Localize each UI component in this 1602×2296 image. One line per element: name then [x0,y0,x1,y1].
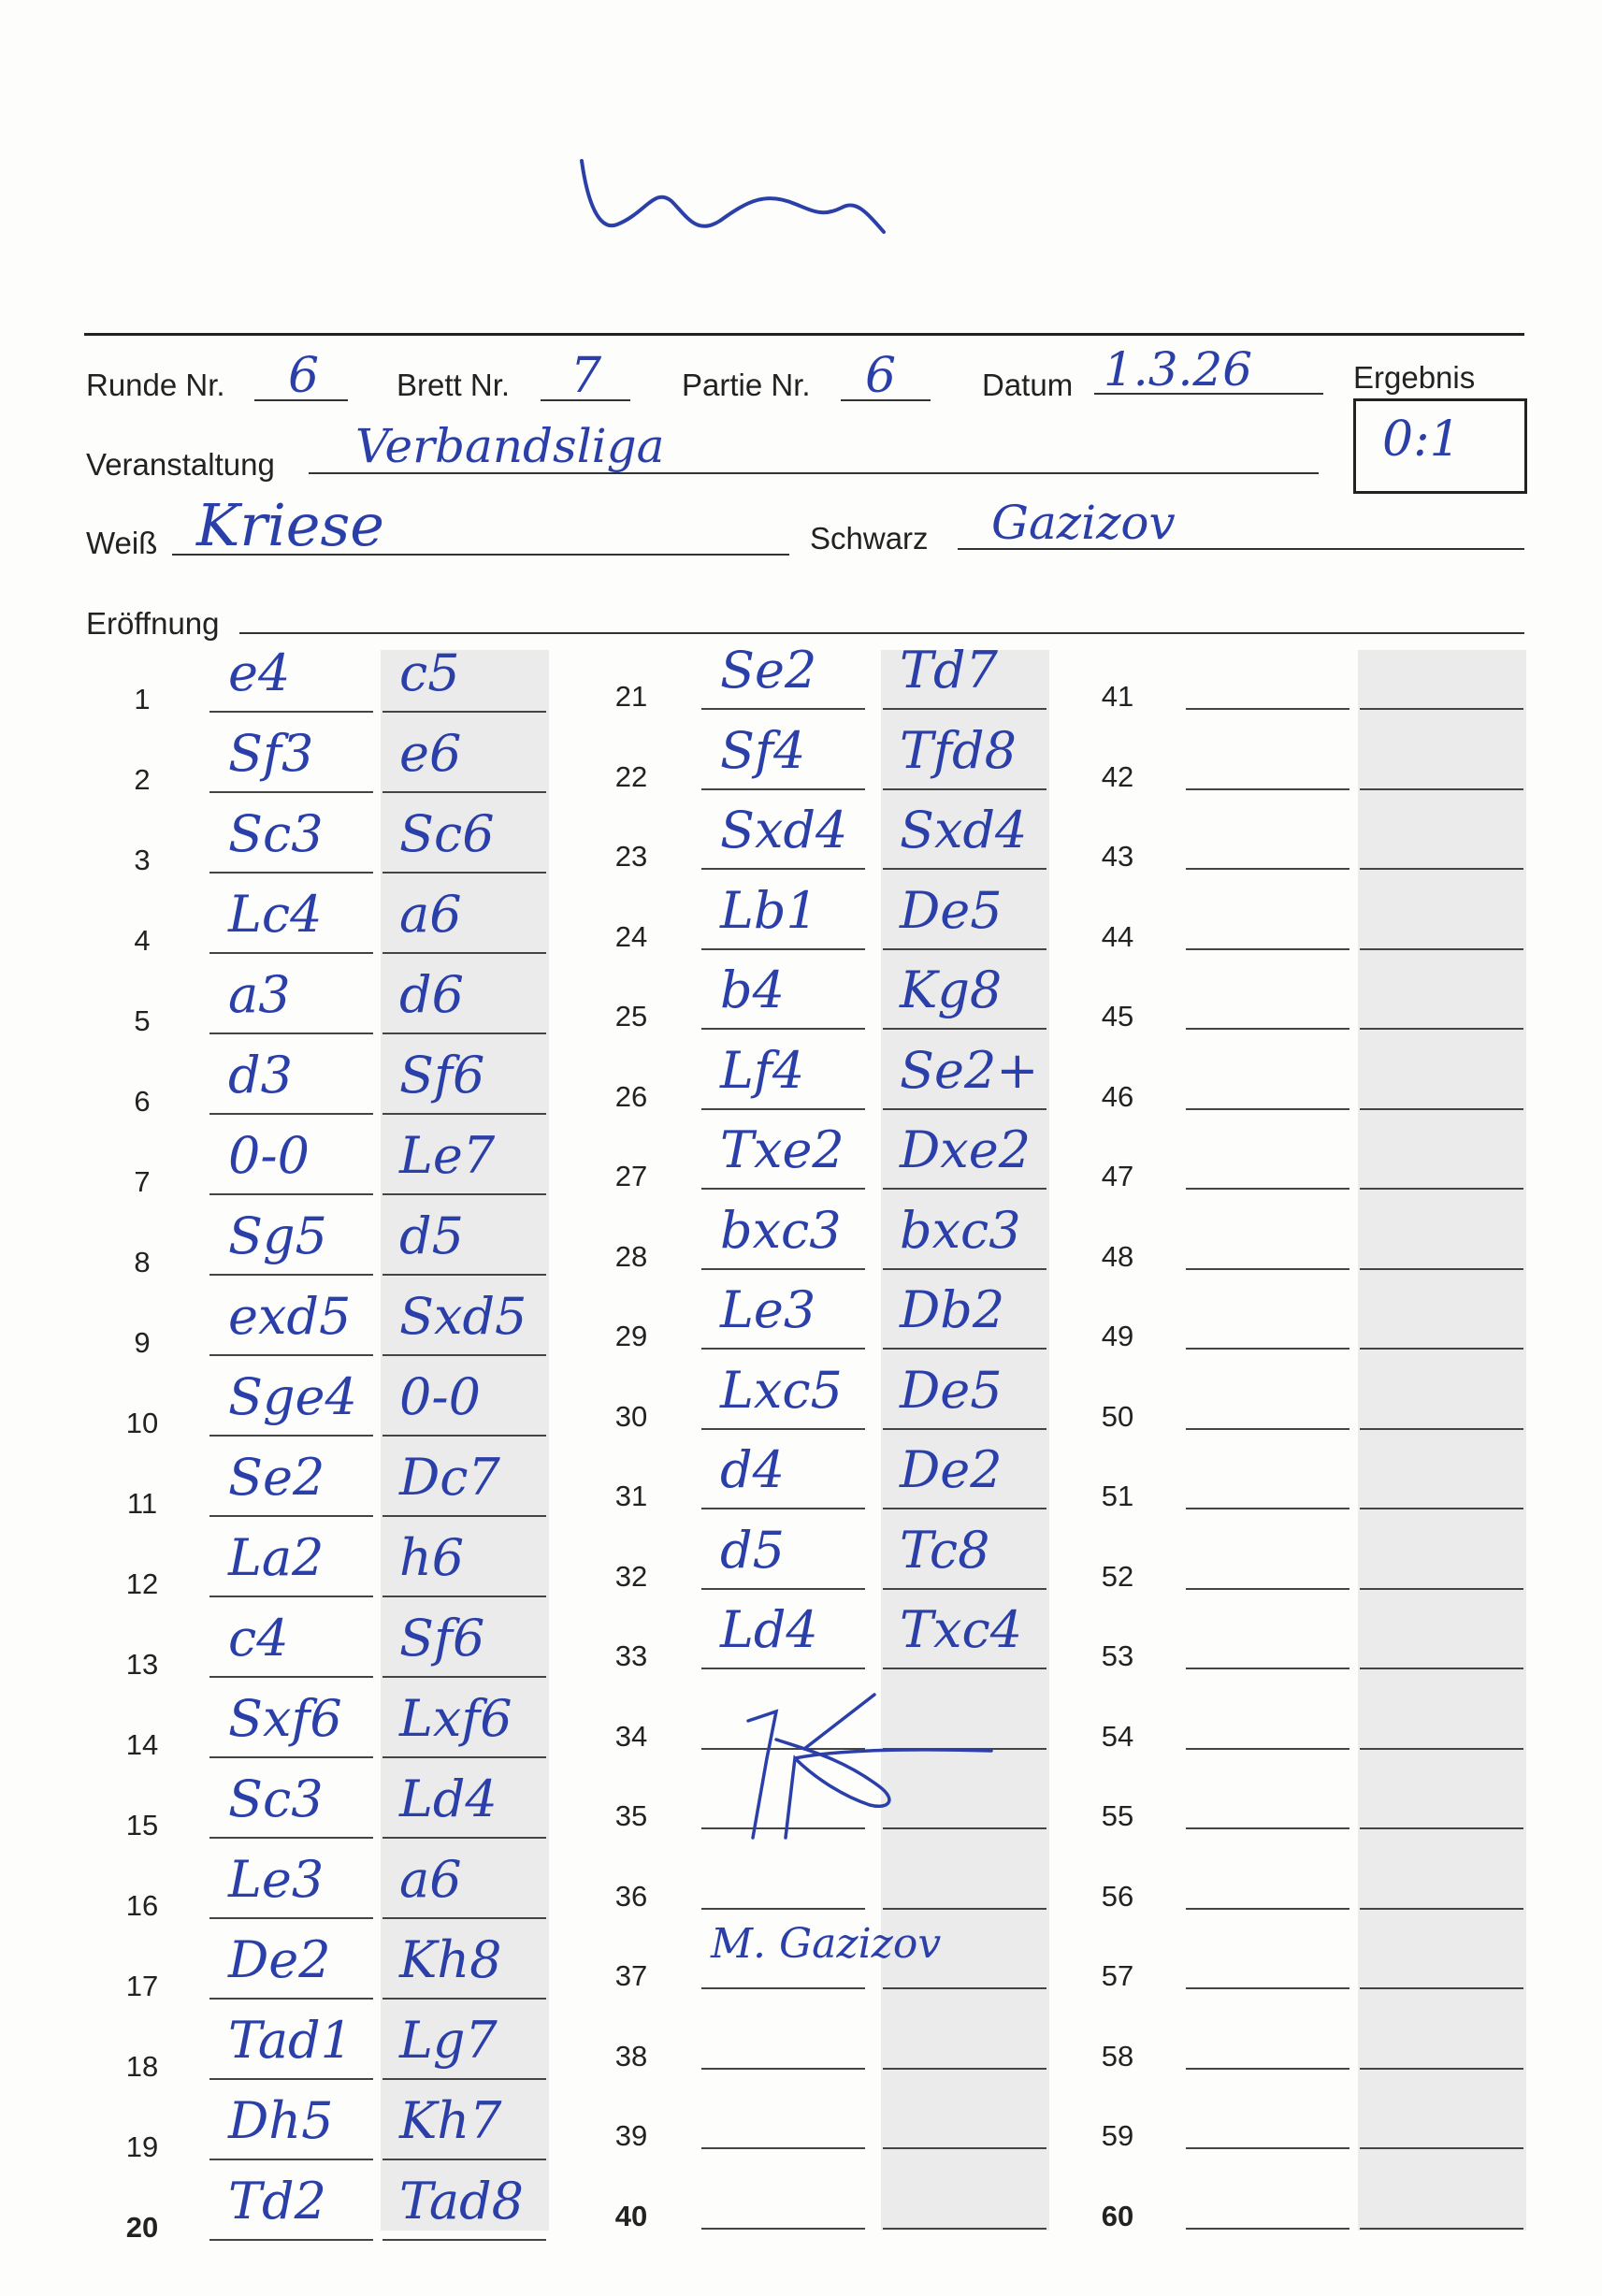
move-number: 50 [1101,1399,1134,1433]
move-number: 49 [1101,1320,1134,1352]
move-number: 54 [1101,1719,1134,1753]
move-number: 21 [614,680,648,713]
white-move[interactable]: c4 [228,1609,289,1668]
black-move[interactable]: Txc4 [900,1600,1023,1659]
move-number: 13 [125,1648,159,1681]
white-move[interactable]: Lc4 [228,885,323,944]
black-move[interactable]: Sxd5 [399,1287,527,1346]
white-move[interactable]: Td2 [228,2172,326,2231]
ergebnis-value[interactable]: 0:1 [1382,412,1461,468]
white-move[interactable]: Le3 [228,1850,325,1909]
white-move[interactable]: d5 [720,1520,785,1580]
move-number: 8 [134,1246,151,1278]
move-number: 1 [134,683,151,715]
move-number: 51 [1101,1480,1134,1512]
white-move[interactable]: Sge4 [228,1367,357,1426]
white-move[interactable]: b4 [720,960,785,1019]
white-move[interactable]: d4 [720,1440,785,1499]
move-number: 19 [125,2130,159,2163]
move-number: 59 [1101,2119,1134,2152]
black-move[interactable]: Lg7 [399,2011,498,2070]
move-number: 6 [134,1085,151,1118]
schwarz-label: Schwarz [810,521,929,556]
partie-value[interactable]: 6 [865,348,897,404]
move-number: 32 [614,1559,648,1593]
move-number: 10 [125,1407,159,1439]
move-number: 31 [614,1480,648,1512]
white-move[interactable]: Sxf6 [228,1689,342,1748]
weiss-value[interactable]: Kriese [196,491,384,559]
black-move[interactable]: Kh7 [399,2091,502,2150]
black-move[interactable]: Sf6 [399,1046,485,1105]
white-move[interactable]: Txe2 [720,1120,844,1179]
black-move[interactable]: Td7 [900,641,998,700]
black-move[interactable]: Sc6 [399,804,495,863]
schwarz-value[interactable]: Gazizov [991,496,1176,550]
white-move[interactable]: Sxd4 [720,801,848,859]
black-move[interactable]: h6 [399,1528,465,1587]
white-move[interactable]: Sf4 [720,720,806,780]
white-move[interactable]: Se2 [228,1448,325,1507]
white-move[interactable]: De2 [228,1930,331,1989]
move-number: 26 [614,1079,648,1113]
black-move[interactable]: d6 [399,965,464,1024]
black-move[interactable]: Lxf6 [399,1689,512,1748]
runde-value[interactable]: 6 [288,348,320,404]
black-move[interactable]: De5 [900,880,1003,940]
black-move[interactable]: De5 [900,1360,1003,1420]
move-number: 33 [614,1639,648,1672]
move-number: 30 [614,1399,648,1433]
black-move[interactable]: a6 [399,1850,462,1909]
move-number: 24 [614,919,648,953]
move-number: 5 [134,1004,151,1037]
move-number: 9 [134,1326,151,1359]
ergebnis-label: Ergebnis [1353,360,1476,395]
move-number: 58 [1101,2039,1134,2072]
move-number: 2 [134,763,151,796]
black-move[interactable]: e6 [399,724,462,783]
white-move[interactable]: d3 [228,1046,293,1105]
datum-value[interactable]: 1.3.26 [1104,342,1253,397]
black-move[interactable]: 0-0 [399,1367,481,1426]
move-number: 4 [134,924,151,957]
black-move[interactable]: Sf6 [399,1609,485,1668]
black-move[interactable]: Kg8 [900,960,1003,1019]
move-number: 34 [614,1719,648,1753]
black-move[interactable]: Sxd4 [900,801,1028,859]
move-number: 22 [614,759,648,793]
move-number: 45 [1101,1000,1134,1032]
black-move[interactable]: Dxe2 [900,1120,1032,1179]
move-number: 43 [1101,840,1134,873]
move-number: 14 [125,1728,159,1761]
move-number: 48 [1101,1239,1134,1273]
move-number: 47 [1101,1160,1134,1192]
move-number: 53 [1101,1639,1134,1672]
move-number: 40 [614,2199,648,2232]
move-number: 28 [614,1239,648,1273]
move-number: 20 [125,2211,159,2244]
weiss-label: Weiß [86,526,158,560]
move-number: 3 [134,844,151,876]
white-move[interactable]: Dh5 [228,2091,334,2150]
veranstaltung-value[interactable]: Verbandsliga [355,419,665,473]
move-number: 57 [1101,1959,1134,1992]
move-number: 36 [614,1879,648,1913]
white-move[interactable]: La2 [228,1528,325,1587]
white-move[interactable]: 0-0 [228,1126,310,1185]
white-move[interactable]: e4 [228,643,291,702]
partie-label: Partie Nr. [682,368,811,402]
datum-label: Datum [982,368,1074,402]
brett-label: Brett Nr. [397,368,511,402]
move-number: 37 [614,1959,648,1992]
white-move[interactable]: Sf3 [228,724,314,783]
black-move[interactable]: Ld4 [399,1769,498,1828]
black-move[interactable]: d5 [399,1206,464,1265]
white-move[interactable]: Sc3 [228,1769,324,1828]
move-number: 38 [614,2039,648,2072]
move-number: 16 [125,1889,159,1922]
white-move[interactable]: Sc3 [228,804,324,863]
move-number: 12 [125,1567,159,1600]
move-number: 7 [134,1165,151,1198]
move-number: 29 [614,1320,648,1352]
black-move[interactable]: De2 [900,1440,1003,1499]
white-move[interactable]: Sg5 [228,1206,327,1265]
move-number: 52 [1101,1559,1134,1593]
move-number: 46 [1101,1079,1134,1113]
move-number: 35 [614,1799,648,1832]
white-move[interactable]: Tad1 [228,2011,353,2070]
move-number: 27 [614,1160,648,1192]
white-move[interactable]: Lb1 [720,880,818,940]
black-move[interactable]: Tad8 [399,2172,524,2231]
move-number: 25 [614,1000,648,1032]
white-move[interactable]: Lf4 [720,1040,805,1100]
black-move[interactable]: Se2+ [900,1040,1039,1100]
move-number: 60 [1101,2199,1134,2232]
black-move[interactable]: c5 [399,643,460,702]
move-number: 23 [614,840,648,873]
veranstaltung-label: Veranstaltung [86,447,275,482]
black-move[interactable]: bxc3 [900,1200,1021,1260]
move-number: 17 [125,1970,159,2002]
move-number: 56 [1101,1879,1134,1913]
white-move[interactable]: bxc3 [720,1200,842,1260]
white-move[interactable]: Se2 [720,641,817,700]
black-move[interactable]: Le7 [399,1126,496,1185]
eroeffnung-label: Eröffnung [86,606,220,641]
runde-label: Runde Nr. [86,368,225,402]
white-move[interactable]: Ld4 [720,1600,818,1659]
move-number: 44 [1101,919,1134,953]
black-move[interactable]: Db2 [900,1280,1005,1339]
white-move[interactable]: Lxc5 [720,1360,843,1420]
move-number: 11 [126,1487,158,1520]
move-number: 55 [1101,1799,1134,1832]
white-move[interactable]: a3 [228,965,291,1024]
black-move[interactable]: Tc8 [900,1520,990,1580]
white-move[interactable]: exd5 [228,1287,352,1346]
brett-value[interactable]: 7 [570,348,602,404]
black-move[interactable]: a6 [399,885,462,944]
move-number: 42 [1101,759,1134,793]
move-number: 18 [125,2050,159,2083]
move-number: 39 [614,2119,648,2152]
move-number: 41 [1101,680,1134,713]
white-move[interactable]: M. Gazizov [711,1920,942,1968]
white-move[interactable]: Le3 [720,1280,816,1339]
move-number: 15 [125,1809,159,1841]
black-move[interactable]: Tfd8 [900,720,1017,780]
black-move[interactable]: Dc7 [399,1448,500,1507]
black-move[interactable]: Kh8 [399,1930,502,1989]
